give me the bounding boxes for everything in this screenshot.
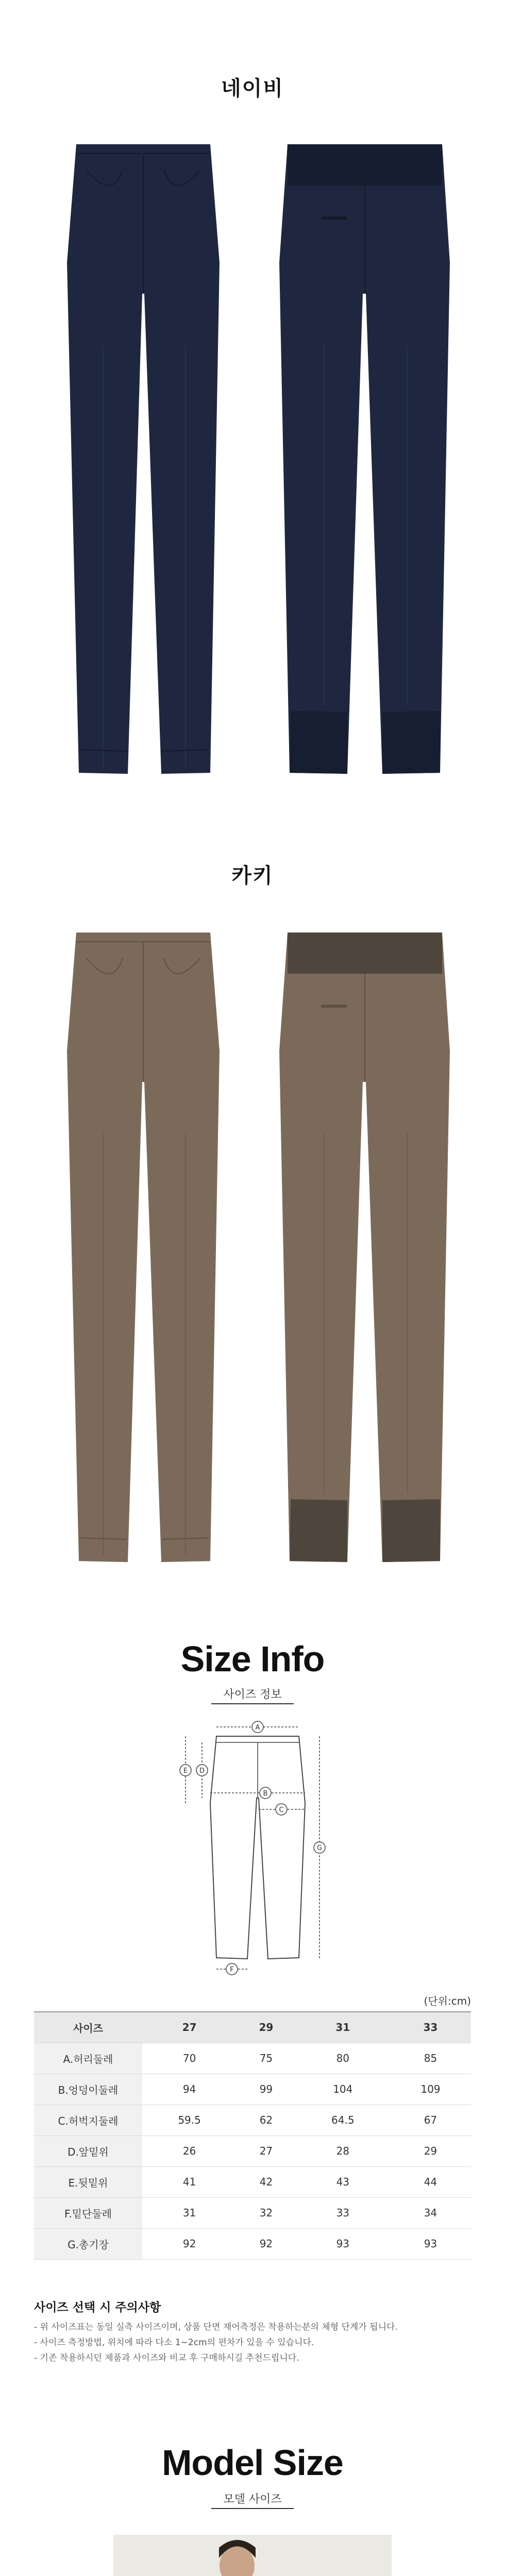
size-note: - 기존 착용하시던 제품과 사이즈와 비교 후 구매하시길 추천드립니다. bbox=[34, 2353, 299, 2363]
size-table bbox=[34, 2011, 471, 2260]
diagram-letter-f: F bbox=[230, 1966, 234, 1974]
model-photo bbox=[113, 2535, 392, 2576]
table-row bbox=[34, 2074, 471, 2105]
model-size-title: Model Size bbox=[162, 2443, 343, 2483]
size-table-header: 33 bbox=[390, 2012, 471, 2043]
table-cell: 62 bbox=[237, 2105, 296, 2136]
diagram-letter-d: D bbox=[199, 1767, 205, 1775]
size-table-header: 31 bbox=[296, 2012, 390, 2043]
color-title-khaki: 카키 bbox=[231, 864, 274, 888]
table-cell: 41 bbox=[142, 2166, 237, 2197]
table-row-label: E.뒷밑위 bbox=[34, 2166, 142, 2197]
table-cell: 27 bbox=[237, 2136, 296, 2166]
table-cell: 75 bbox=[237, 2043, 296, 2074]
table-cell: 42 bbox=[237, 2166, 296, 2197]
model-size-underline bbox=[211, 2508, 294, 2509]
size-note: - 위 사이즈표는 동일 실측 사이즈이며, 상품 단면 재어측정은 착용하는분의 체형 단계가 됩니다. bbox=[34, 2322, 398, 2332]
khaki-pants-back-image bbox=[272, 927, 458, 1566]
size-diagram bbox=[144, 1716, 371, 1984]
table-row bbox=[34, 2043, 471, 2074]
diagram-letter-c: C bbox=[279, 1806, 284, 1814]
size-table-header-row bbox=[34, 2012, 471, 2043]
model-size-subtitle: 모델 사이즈 bbox=[223, 2493, 282, 2506]
table-cell: 67 bbox=[390, 2105, 471, 2136]
table-cell: 29 bbox=[390, 2136, 471, 2166]
navy-pants-front-image bbox=[56, 139, 231, 778]
diagram-letter-g: G bbox=[316, 1844, 323, 1852]
color-title-navy: 네이비 bbox=[221, 77, 284, 100]
size-info-subtitle: 사이즈 정보 bbox=[223, 1688, 282, 1701]
table-row-label: B.엉덩이둘레 bbox=[34, 2074, 142, 2105]
size-table-header: 27 bbox=[142, 2012, 237, 2043]
table-cell: 109 bbox=[390, 2074, 471, 2105]
table-cell: 28 bbox=[296, 2136, 390, 2166]
table-row-label: G.총기장 bbox=[34, 2228, 142, 2259]
table-cell: 32 bbox=[237, 2197, 296, 2228]
table-cell: 99 bbox=[237, 2074, 296, 2105]
table-cell: 104 bbox=[296, 2074, 390, 2105]
table-cell: 43 bbox=[296, 2166, 390, 2197]
table-row bbox=[34, 2197, 471, 2228]
table-cell: 44 bbox=[390, 2166, 471, 2197]
table-cell: 92 bbox=[142, 2228, 237, 2259]
table-cell: 59.5 bbox=[142, 2105, 237, 2136]
size-notes bbox=[34, 2319, 472, 2366]
khaki-pants-front-image bbox=[56, 927, 231, 1566]
size-unit-label: (단위:cm) bbox=[424, 1995, 471, 2007]
size-table-header: 29 bbox=[237, 2012, 296, 2043]
table-row-label: A.허리둘레 bbox=[34, 2043, 142, 2074]
table-cell: 70 bbox=[142, 2043, 237, 2074]
table-cell: 93 bbox=[296, 2228, 390, 2259]
table-row-label: D.앞밑위 bbox=[34, 2136, 142, 2166]
table-cell: 80 bbox=[296, 2043, 390, 2074]
size-info-underline bbox=[211, 1703, 294, 1704]
table-cell: 26 bbox=[142, 2136, 237, 2166]
table-cell: 34 bbox=[390, 2197, 471, 2228]
navy-pants-back-image bbox=[272, 139, 458, 778]
diagram-letter-b: B bbox=[263, 1790, 268, 1798]
size-note: - 사이즈 측정방법, 위치에 따라 다소 1~2cm의 편차가 있을 수 있습니다. bbox=[34, 2337, 314, 2348]
table-row bbox=[34, 2228, 471, 2259]
table-cell: 64.5 bbox=[296, 2105, 390, 2136]
table-cell: 33 bbox=[296, 2197, 390, 2228]
size-table-header: 사이즈 bbox=[34, 2012, 142, 2043]
table-row bbox=[34, 2136, 471, 2166]
table-cell: 94 bbox=[142, 2074, 237, 2105]
diagram-letter-e: E bbox=[183, 1767, 188, 1775]
diagram-letter-a: A bbox=[255, 1724, 260, 1732]
size-info-title: Size Info bbox=[180, 1639, 325, 1679]
table-row-label: F.밑단둘레 bbox=[34, 2197, 142, 2228]
table-cell: 93 bbox=[390, 2228, 471, 2259]
table-row bbox=[34, 2105, 471, 2136]
table-cell: 85 bbox=[390, 2043, 471, 2074]
table-row-label: C.허벅지둘레 bbox=[34, 2105, 142, 2136]
table-cell: 92 bbox=[237, 2228, 296, 2259]
size-notes-title: 사이즈 선택 시 주의사항 bbox=[34, 2301, 161, 2314]
table-row bbox=[34, 2166, 471, 2197]
table-cell: 31 bbox=[142, 2197, 237, 2228]
